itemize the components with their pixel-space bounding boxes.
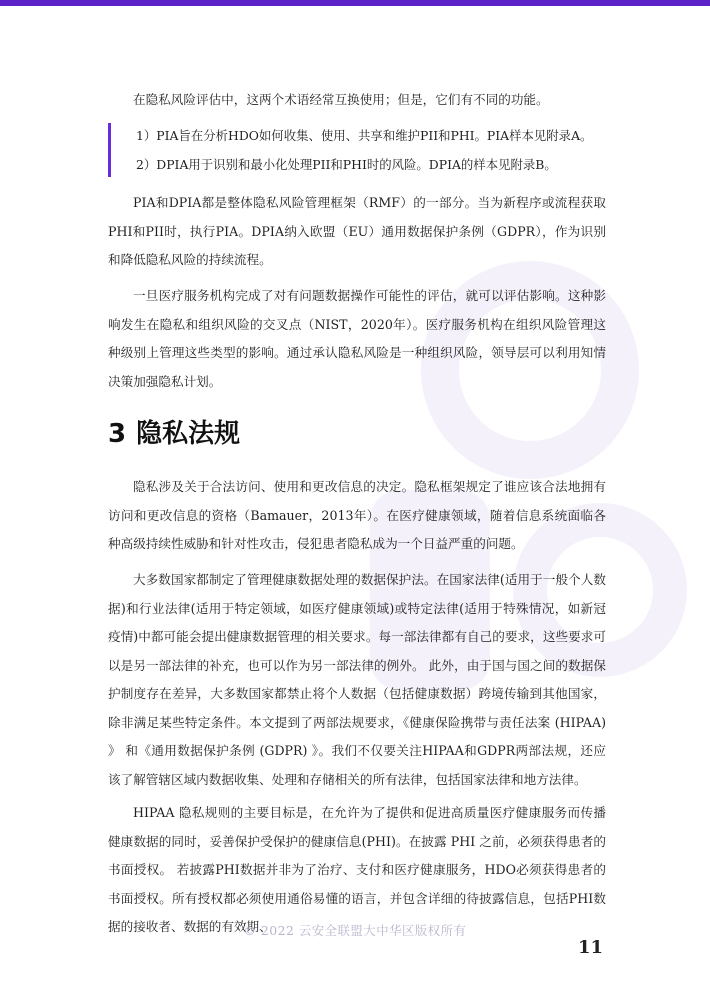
- paragraph-pia-dpia: PIA和DPIA都是整体隐私风险管理框架（RMF）的一部分。当为新程序或流程获取PHI和PII时，执行PIA。DPIA纳入欧盟（EU）通用数据保护条例（GDPR），作为识别和降低隐私风险的持续流程。: [108, 195, 606, 267]
- section-title: 隐私法规: [136, 419, 241, 449]
- intro-paragraph: 在隐私风险评估中，这两个术语经常互换使用；但是，它们有不同的功能。: [133, 92, 549, 107]
- top-accent-bar: [0, 0, 710, 6]
- page-number: 11: [578, 937, 604, 958]
- quote-item-2: 2）DPIA用于识别和最小化处理PII和PHI时的风险。DPIA的样本见附录B。: [136, 157, 557, 172]
- quote-item-1: 1）PIA旨在分析HDO如何收集、使用、共享和维护PII和PHI。PIA样本见附录A。: [136, 128, 593, 143]
- paragraph-impact: 一旦医疗服务机构完成了对有问题数据操作可能性的评估，就可以评估影响。这种影响发生在隐私和组织风险的交叉点（NIST，2020年）。医疗服务机构在组织风险管理这种级别上管理这些类型的影响。通过承认隐私风险是一种组织风险，领导层可以利用知情决策加强隐私计划。: [108, 288, 606, 389]
- quoted-list: [108, 123, 609, 177]
- section-heading: [108, 414, 240, 454]
- paragraph-privacy-definition: 隐私涉及关于合法访问、使用和更改信息的决定。隐私框架规定了谁应该合法地拥有访问和更改信息的资格（Bamauer，2013年）。在医疗健康领域，随着信息系统面临各种高级持续性威胁和针对性攻击，侵犯患者隐私成为一个日益严重的问题。: [108, 479, 606, 551]
- section-number: 3: [108, 419, 127, 449]
- paragraph-hipaa: HIPAA 隐私规则的主要目标是，在允许为了提供和促进高质量医疗健康服务而传播健康数据的同时，妥善保护受保护的健康信息(PHI)。在披露 PHI 之前，必须获得患者的书面授权。 若披露PHI数据并非为了治疗、支付和医疗健康服务，HDO必须获得患者的书面授权。所有授权都必须使用通俗易懂的语言，并包含详细的待披露信息，包括PHI数据的接收者、数据的有效期、: [108, 805, 606, 934]
- paragraph-data-protection-laws: 大多数国家都制定了管理健康数据处理的数据保护法。在国家法律(适用于一般个人数据)和行业法律(适用于特定领域，如医疗健康领域)或特定法律(适用于特殊情况，如新冠疫情)中都可能会提出健康数据管理的相关要求。每一部法律都有自己的要求，这些要求可以是另一部法律的补充，也可以作为另一部法律的例外。 此外，由于国与国之间的数据保护制度存在差异，大多数国家都禁止将个人数据（包括健康数据）跨境传输到其他国家，除非满足某些特定条件。本文提到了两部法规要求，《健康保险携带与责任法案 (HIPAA) 》 和《通用数据保护条例 (GDPR) 》。我们不仅要关注HIPAA和GDPR两部法规，还应该了解管辖区域内数据收集、处理和存储相关的所有法律，包括国家法律和地方法律。: [108, 572, 606, 787]
- footer-copyright: © 2022 云安全联盟大中华区版权所有: [243, 923, 467, 938]
